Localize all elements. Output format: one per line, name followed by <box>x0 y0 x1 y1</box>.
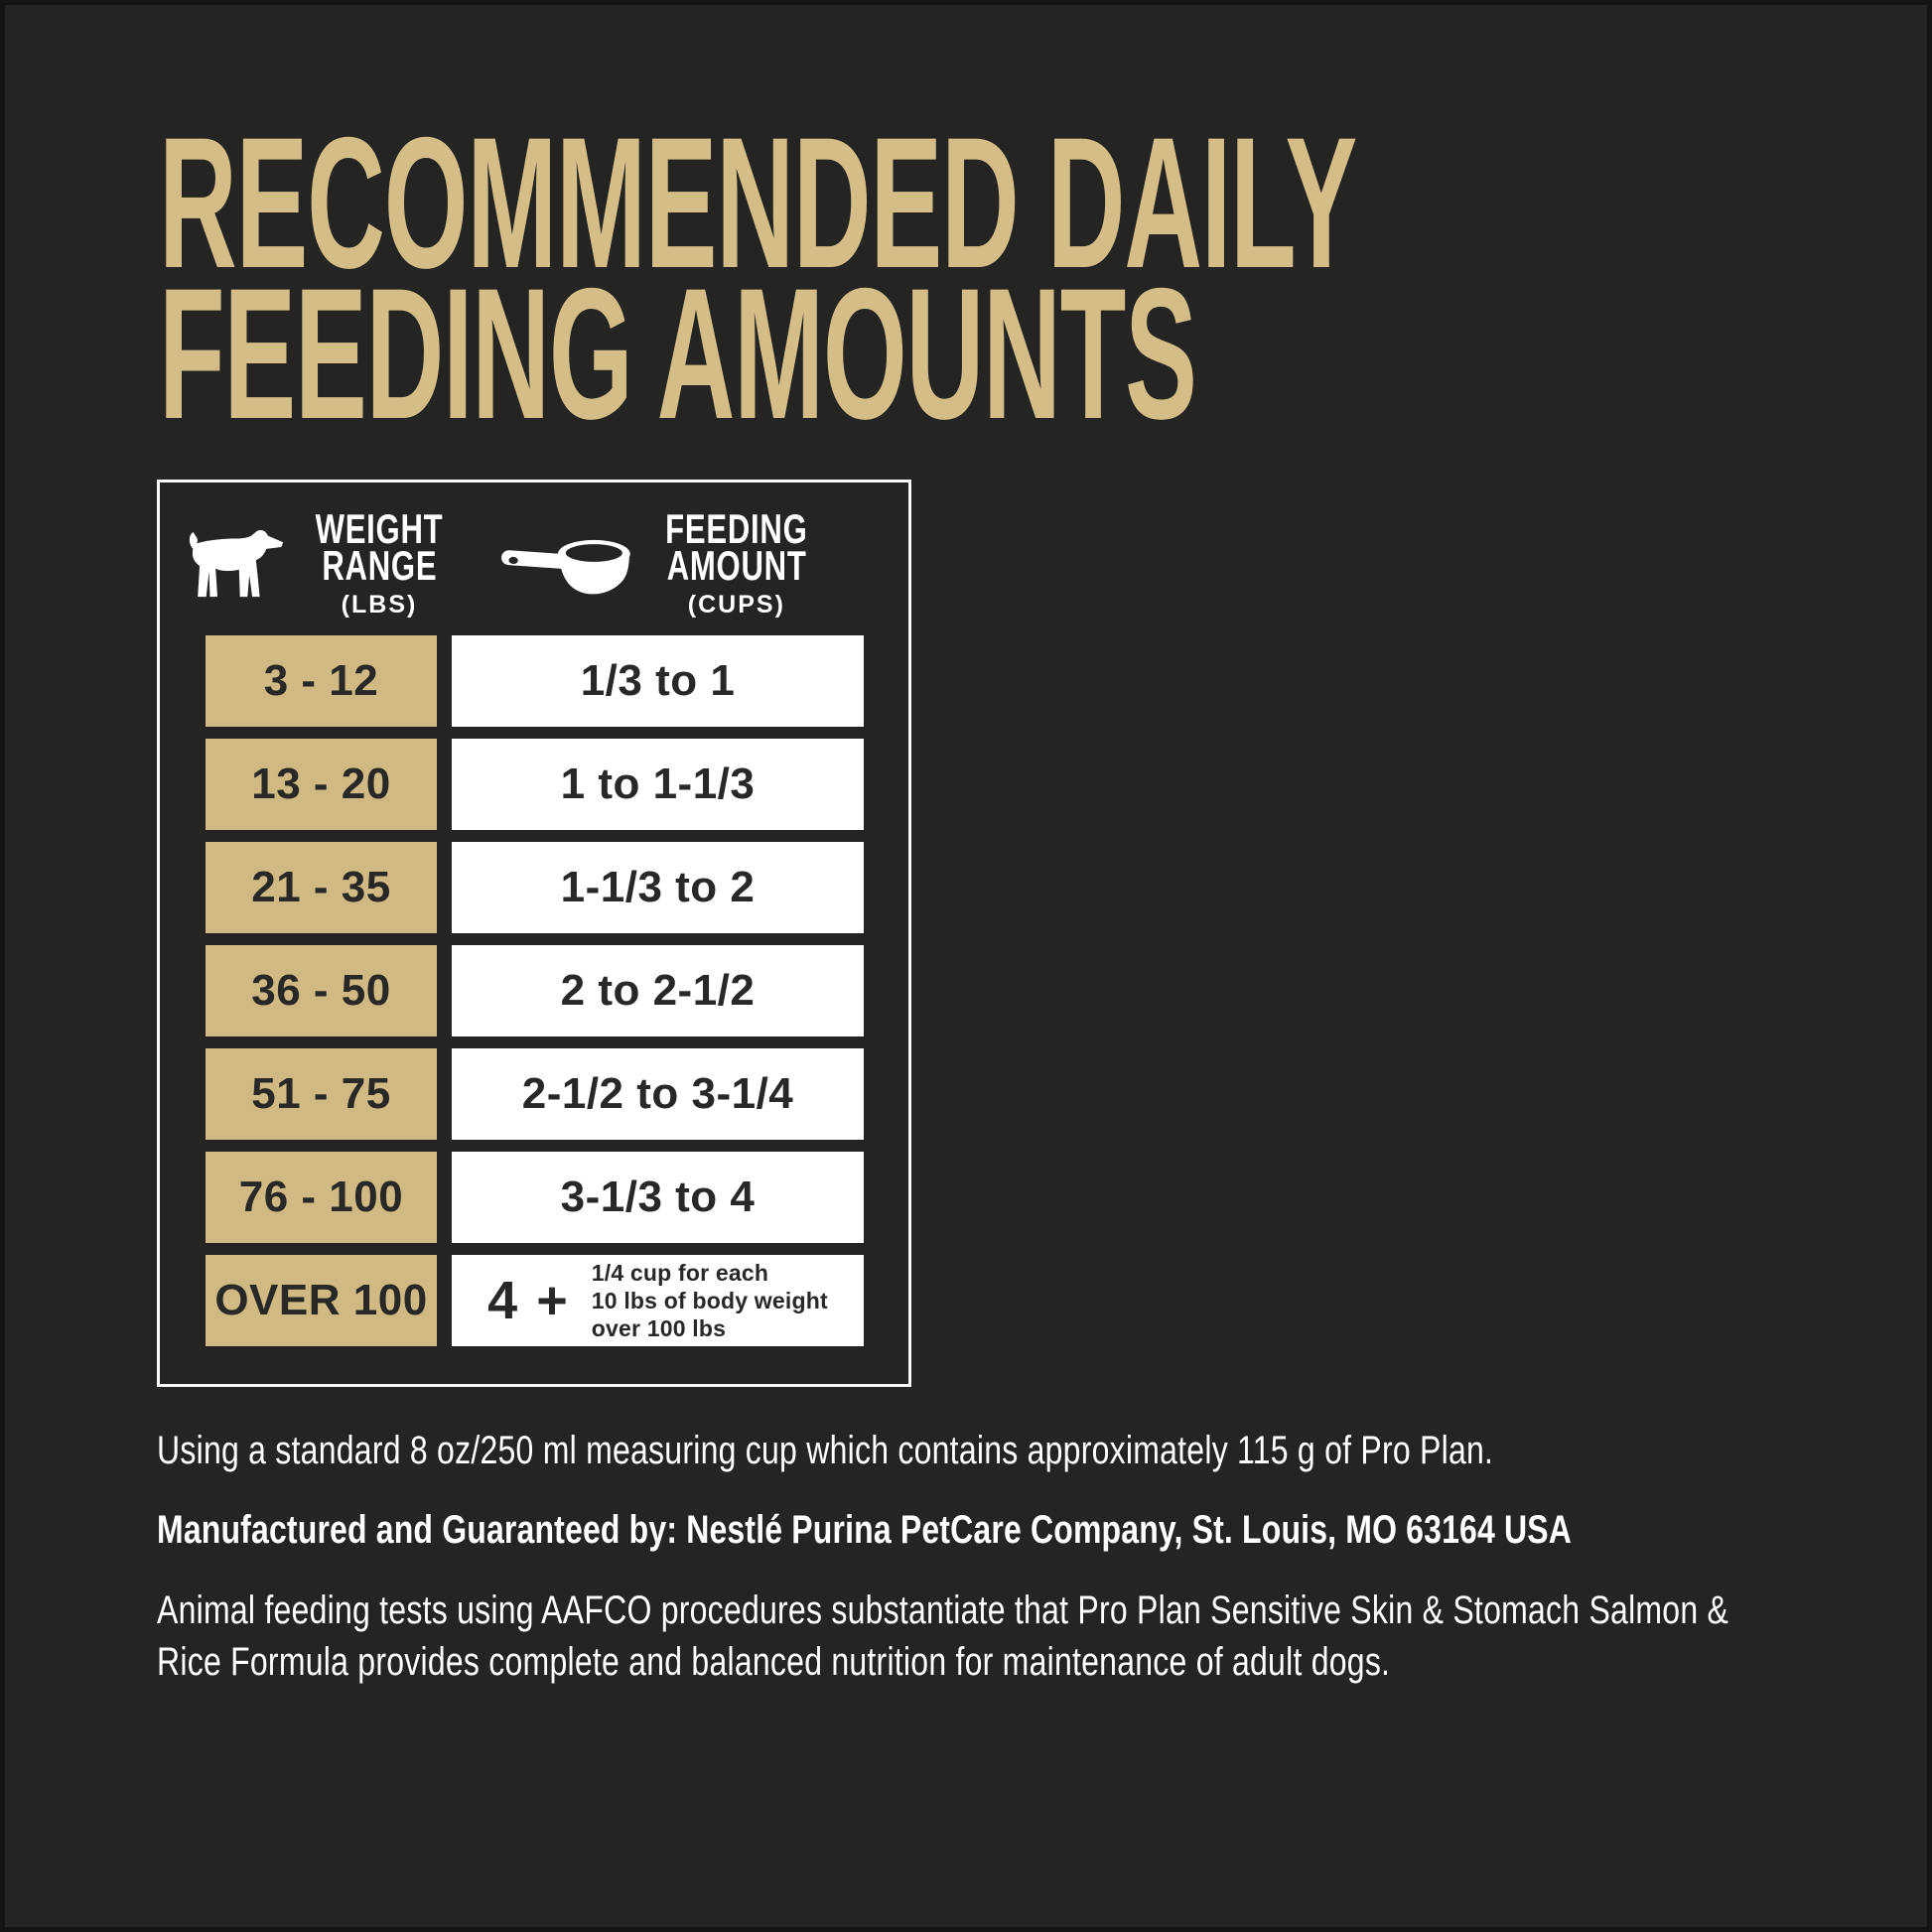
amount-cell: 1/3 to 1 <box>452 635 864 727</box>
manufacturer-note: Manufactured and Guaranteed by: Nestlé Purina PetCare Company, St. Louis, MO 63164 USA <box>157 1508 1573 1552</box>
weight-cell: 51 - 75 <box>206 1048 437 1140</box>
weight-cell: 13 - 20 <box>206 739 437 830</box>
amount-cell: 3-1/3 to 4 <box>452 1152 864 1243</box>
table-row <box>0 842 1932 933</box>
page-title-line2: FEEDING AMOUNTS <box>159 249 1196 458</box>
amount-cell <box>452 1255 864 1346</box>
measuring-cup-icon <box>501 529 640 605</box>
page-title-line1: RECOMMENDED DAILY <box>159 98 1357 307</box>
amount-value: 4 + <box>487 1271 570 1330</box>
aafco-statement: Animal feeding tests using AAFCO procedures substantiate that Pro Plan Sensitive Skin & Stomach Salmon & Rice Formula provides complete and balanced nutrition for maintenance of adult dogs. <box>157 1588 1729 1684</box>
dog-icon <box>184 529 287 601</box>
table-row <box>0 1152 1932 1243</box>
weight-cell: 36 - 50 <box>206 945 437 1036</box>
feeding-label-line2: AMOUNT <box>666 542 807 589</box>
weight-unit-label: (LBS) <box>341 591 418 619</box>
footnotes <box>157 1426 1793 1688</box>
table-row <box>0 1255 1932 1346</box>
weight-cell: OVER 100 <box>206 1255 437 1346</box>
amount-note <box>592 1259 828 1342</box>
weight-column-header <box>184 505 472 620</box>
amount-note-line2: 10 lbs of body weight <box>591 1288 828 1313</box>
weight-cell: 3 - 12 <box>206 635 437 727</box>
weight-column-label <box>287 505 472 620</box>
table-row <box>0 945 1932 1036</box>
table-row <box>0 635 1932 727</box>
amount-cell: 2-1/2 to 3-1/4 <box>452 1048 864 1140</box>
amount-cell: 1 to 1-1/3 <box>452 739 864 830</box>
table-row <box>0 1048 1932 1140</box>
feeding-unit-label: (CUPS) <box>687 591 785 619</box>
weight-label-line2: RANGE <box>322 542 437 589</box>
amount-note-line1: 1/4 cup for each <box>591 1260 769 1286</box>
measuring-cup-note: Using a standard 8 oz/250 ml measuring cup which contains approximately 115 g of Pro Plan. <box>157 1429 1494 1472</box>
amount-note-line3: over 100 lbs <box>591 1315 727 1341</box>
feeding-column-header <box>501 505 833 620</box>
amount-cell: 1-1/3 to 2 <box>452 842 864 933</box>
feeding-column-label <box>640 505 833 620</box>
weight-cell: 21 - 35 <box>206 842 437 933</box>
page-title <box>159 98 1932 458</box>
weight-cell: 76 - 100 <box>206 1152 437 1243</box>
weight-label-line1: WEIGHT <box>315 505 444 552</box>
feeding-label-line1: FEEDING <box>665 505 808 552</box>
table-row <box>0 739 1932 830</box>
amount-cell: 2 to 2-1/2 <box>452 945 864 1036</box>
